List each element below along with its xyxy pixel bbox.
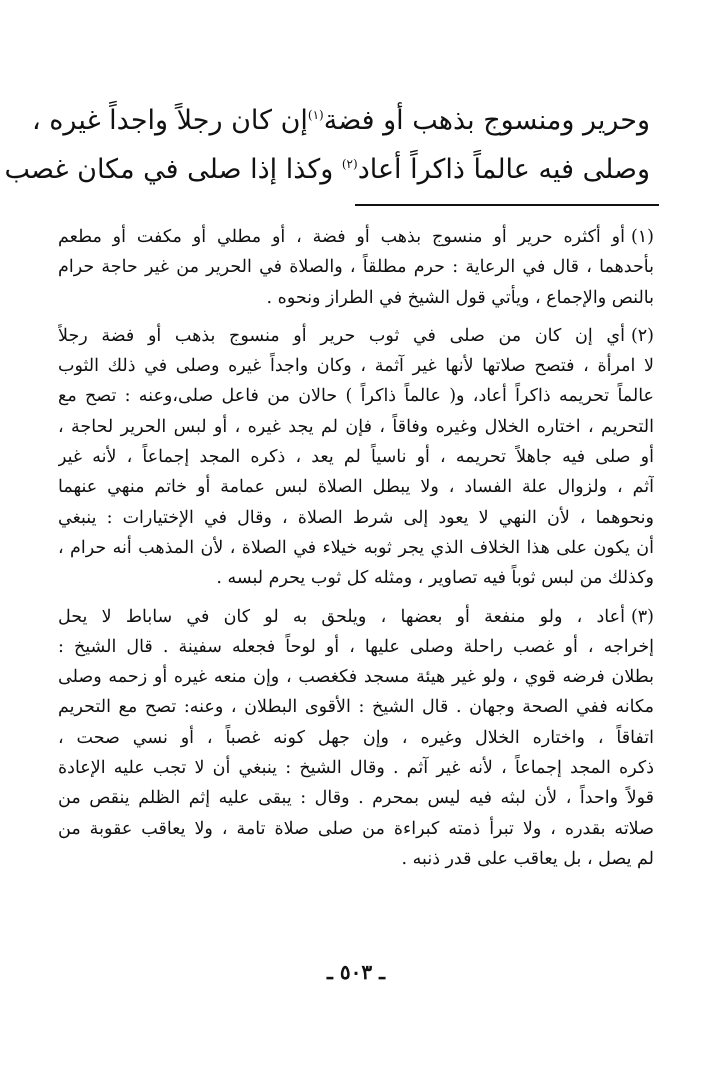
footnote-line: (٣)أعاد ، ولو منفعة أو بعضها ، ويلحق به لو كان في ساباط لا يحل (58, 606, 654, 627)
footnote-line: (٢)أي إن كان من صلى في ثوب حرير أو منسوج بذهب أو فضة رجلاً (58, 325, 654, 346)
page-number: ـ ٥٠٣ ـ (327, 960, 385, 984)
footnote-line: عالماً تحريمه ذاكراً أعاد، و( عالماً ذاكراً ) حالان من فاعل صلى،وعنه : تصح مع (58, 386, 654, 407)
footnote-line: ذكره المجد إجماعاً ، لأنه غير آثم . وقال الشيخ : ينبغي أن لا تجب عليه الإعادة (58, 758, 654, 779)
footnote-line: التحريم ، اختاره الخلال وغيره وفاقاً ، فإن لم يجد غيره ، أو لبس الحرير لحاجة ، (58, 416, 654, 437)
footnote-2 (58, 321, 654, 594)
footnote-ref-2: (٢) (341, 157, 358, 171)
footnote-line: قولاً واحداً ، لأن لبثه فيه ليس بمحرم . وقال : يبقى عليه إثم الظلم ينقص من (58, 788, 654, 809)
footnotes (58, 222, 654, 882)
footnote-line: آثم ، ولزوال علة الفساد ، ولا يبطل الصلاة لبس عمامة أو خاتم منهي عنهما (58, 477, 654, 498)
footnote-line: إخراجه ، أو غصب راحلة وصلى عليها ، أو لوحاً فجعله سفينة . قال الشيخ : (58, 636, 654, 657)
footnote-line: صلاته بقدره ، ولا تبرأ ذمته كبراءة من صلى صلاة تامة ، ولا يعاقب عقوبة من (58, 818, 654, 839)
footnote-line: بطلان فرضه قوي ، ولو غير هيئة مسجد فكغصب ، وإن منعه غيره أو زحمه وصلى (58, 667, 654, 688)
footnote-line: بالنص والإجماع ، ويأتي قول الشيخ في الطراز ونحوه . (266, 287, 654, 308)
main-text-line: وصلى فيه عالماً ذاكراً أعاد$^{(٢)}$ وكذا إذا صلى في مكان غصب (4, 154, 650, 185)
footnote-line: لا امرأة ، فتصح صلاتها لأنها غير آثمة ، وكان واجداً غيره وصلى في ذلك الثوب (58, 356, 654, 377)
footnote-1 (58, 222, 654, 313)
footnote-line: وكذلك من لبس ثوباً فيه تصاوير ، ومثله كل ثوب يحرم لبسه . (216, 568, 654, 589)
footnote-line: اتفاقاً ، واختاره الخلال وغيره ، وإن جهل كونه غصباً ، أو نسي صحت ، (58, 727, 654, 748)
footnote-line: بأحدهما ، قال في الرعاية : حرم مطلقاً ، والصلاة في الحرير من غير حاجة حرام (58, 257, 654, 278)
footnote-separator (355, 204, 659, 206)
footnote-number: (٢) (630, 325, 654, 346)
footnote-line: ونحوهما ، لأن النهي لا يعود إلى شرط الصلاة ، وقال في الإختيارات : ينبغي (58, 507, 654, 528)
footnote-3 (58, 602, 654, 875)
footnote-line: (١)أو أكثره حرير أو منسوج بذهب أو فضة ، أو مطلي أو مكفت أو مطعم (58, 227, 654, 247)
footnote-ref-1: (١) (307, 108, 324, 122)
footnote-number: (٣) (630, 606, 654, 627)
footnote-number: (١) (630, 227, 654, 247)
footnote-line: لم يصل ، بل يعاقب على قدر ذنبه . (401, 848, 654, 869)
main-text (4, 96, 650, 194)
footnote-line: أن يكون على هذا الخلاف الذي يجر ثوبه خيلاء في الصلاة ، لأن المذهب أنه حرام ، (58, 537, 654, 558)
footnote-line: أو صلى فيه جاهلاً تحريمه ، أو ناسياً لم يعد ، ذكره المجد إجماعاً ، لأنه غير (58, 447, 654, 468)
footnote-line: مكانه ففي الصحة وجهان . قال الشيخ : الأقوى البطلان ، وعنه: تصح مع التحريم (58, 697, 654, 718)
main-text-line: وحرير ومنسوج بذهب أو فضة$^{(١)}$إن كان رجلاً واجداً غيره ، (31, 105, 650, 136)
